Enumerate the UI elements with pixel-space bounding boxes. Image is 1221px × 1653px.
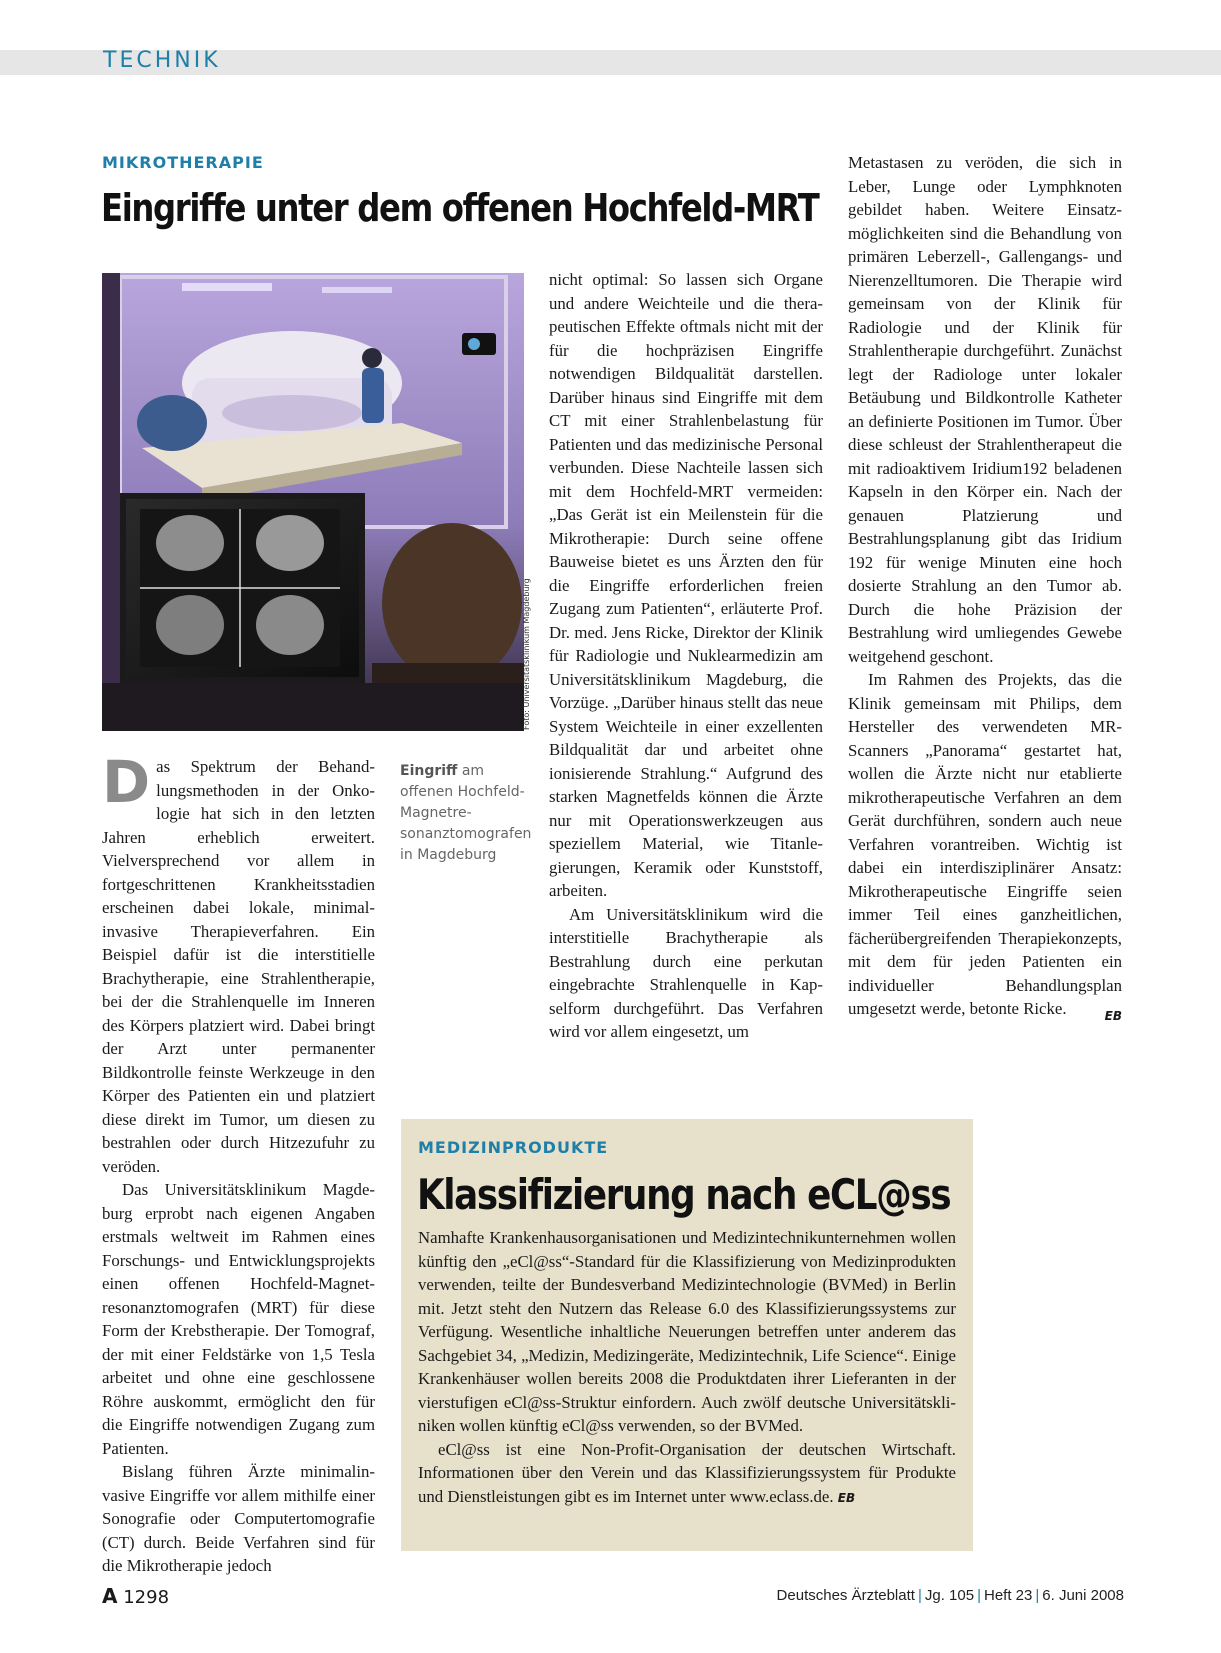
article-kicker: MIKROTHERAPIE: [102, 153, 264, 172]
author-signature: EB: [837, 1490, 856, 1505]
journal-info: Deutsches Ärzteblatt | Jg. 105 | Heft 23 | 6. Juni 2008: [776, 1587, 1124, 1604]
paragraph: Bislang führen Ärzte minimalinvasive Eingriffe vor allem mithilfe einer Sonografie oder Computertomografie (CT) durch. Beide Verfahren sind für die Mikrotherapie jedoch: [102, 1462, 375, 1575]
section-label: TECHNIK: [103, 48, 221, 73]
paragraph: nicht optimal: So lassen sich Organe und andere Weichteile und die therapeutischen Effekte oftmals nicht mit der für die hochpräzisen Eingriffe notwendigen Bildqualität darstellen. Darüber hinaus sind Eingriffe mit dem CT mit einer Strahlenbelastung für Patienten und das medizinische Personal verbunden. Diese Nachteile lassen sich mit dem Hochfeld-MRT vermeiden: „Das Gerät ist ein Meilenstein für die Mikrotherapie: Durch seine offene Bauweise bietet es uns Ärzten den für die Eingriffe erforderlichen freien Zugang zum Patienten“, erläuterte Prof. Dr. med. Jens Ricke, Direktor der Klinik für Radiologie und Nuklearmedizin am Universitätsklinikum Magdeburg, die Vorzüge. „Darüber hinaus stellt das neue System Weichteile in einer exzellenten Bildqualität dar und arbeitet ohne ionisierende Strahlung.“ Aufgrund des starken Magnetfelds können die Ärzte nur mit Operationswerkzeugen aus speziellem Material, wie Titanlegierungen, Keramik oder Kunststoff, arbeiten.: [549, 270, 823, 900]
paragraph: eCl@ss ist eine Non-Profit-Organisation der deutschen Wirtschaft. Informationen über den Verein und das Klassifizierungssystem für Produkte und Dienstleistungen gibt es im Internet unter www.eclass.de.: [418, 1439, 956, 1506]
article-column-3: [848, 151, 1122, 1028]
journal-name: Deutsches Ärzteblatt: [776, 1587, 915, 1604]
box-title: Klassifizierung nach eCL@ss: [417, 1170, 951, 1219]
box-kicker: MEDIZINPRODUKTE: [418, 1138, 609, 1157]
paragraph: Namhafte Krankenhausorganisationen und Medizintechnikunternehmen wollen künftig den „eCl@ss“-Standard für die Klassifizierung von Medizinprodukten verwenden, teilte der Bundesverband Medizintechnologie (BVMed) in Berlin mit. Jetzt steht den Nutzern das Release 6.0 des Klassifizierungssystems zur Verfügung. Wesentliche inhaltliche Neuerungen betreffen unter anderem das Sachgebiet 34, „Medizin, Medizingeräte, Medizintechnik, Life Science“. Einige Krankenhäuser wollen bereits 2008 die Produktdaten ihrer Lieferanten in der vierstufigen eCl@ss-Struktur einfordern. Auch zwölf deutsche Universitätskliniken wollen künftig eCl@ss verwenden, so der BVMed.: [418, 1228, 956, 1435]
paragraph: as Spektrum der Behandlungsmethoden in der Onkologie hat sich in den letzten Jahren erheblich erweitert. Vielversprechend vor allem in fortgeschrittenen Krankheitsstadien erscheinen dabei lokale, minimal-invasive Therapieverfahren. Ein Beispiel dafür ist die interstitielle Brachytherapie, eine Strahlentherapie, bei der die Strahlenquelle im Inneren des Körpers platziert wird. Dabei bringt der Arzt unter permanenter Bildkontrolle feinste Werkzeuge in den Körper des Patienten ein und platziert diese direkt im Tumor, um diesen zu bestrahlen oder durch Hitzezufuhr zu veröden.: [102, 757, 375, 1176]
journal-date: 6. Juni 2008: [1042, 1587, 1124, 1604]
photo-caption: [400, 761, 530, 866]
paragraph: Das Universitätsklinikum Magdeburg erprobt nach eigenen Angaben erstmals weltweit im Rahmen eines Forschungs- und Entwicklungsprojekts einen offenen Hochfeld-Magnetresonanztomografen (MRT) für diese Form der Krebstherapie. Der Tomograf, der mit einer Feldstärke von 1,5 Tesla arbeitet und ohne eine geschlossene Röhre auskommt, ermöglicht den für die Eingriffe notwendigen Zugang zum Patienten.: [102, 1180, 375, 1458]
page-number: A 1298: [102, 1584, 170, 1608]
paragraph: Metastasen zu veröden, die sich in Leber, Lunge oder Lymphknoten gebildet haben. Weitere Einsatzmöglichkeiten sind die Behandlung von primären Leberzell-, Gallengangs- und Nierenzelltumoren. Die Therapie wird gemeinsam von der Klinik für Radiologie und der Klinik für Strahlentherapie durchgeführt. Zunächst legt der Radiologe unter lokaler Betäubung und Bildkontrolle Katheter an definierte Positionen im Tumor. Über diese schleust der Strahlentherapeut die mit radioaktivem Iridium192 beladenen Kapseln in den Körper ein. Nach der genauen Platzierung und Bestrahlungsplanung gibt das Iridium 192 für wenige Minuten eine hoch dosierte Strahlung an den Tumor ab. Durch die hohe Präzision der Bestrahlung wird umliegendes Gewebe weitgehend geschont.: [848, 153, 1122, 666]
photo-credit: Foto: Universitätsklinikum Magdeburg: [522, 578, 531, 730]
journal-volume: Jg. 105: [924, 1587, 975, 1604]
article-title: Eingriffe unter dem offenen Hochfeld-MRT: [101, 186, 819, 230]
dropcap: D: [102, 748, 151, 816]
caption-text: am offenen Hochfeld-Magnetresonanztomografen in Magdeburg: [400, 763, 532, 863]
mrt-photo-illustration: [102, 273, 524, 731]
caption-lead: Eingriff: [400, 763, 458, 779]
article-column-1: [102, 748, 375, 1578]
journal-issue: Heft 23: [983, 1587, 1033, 1604]
author-signature: EB: [1104, 1008, 1122, 1023]
mrt-photo: [102, 273, 524, 731]
box-body: [418, 1226, 956, 1510]
paragraph: Im Rahmen des Projekts, das die Klinik gemeinsam mit Philips, dem Hersteller des verwendeten MR-Scanners „Panorama“ gestartet hat, wollen die Ärzte nicht nur etablierte mikrotherapeutische Verfahren an dem Gerät durchführen, sondern auch neue Verfahren vorantreiben. Wichtig ist dabei ein interdisziplinärer Ansatz: Mikrotherapeutische Eingriffe seien immer Teil eines ganzheitlichen, fächerübergreifenden Therapiekonzepts, mit dem für jeden Patienten ein individueller Behandlungsplan umgesetzt werde, betonte Ricke.: [848, 670, 1122, 1018]
paragraph: Am Universitätsklinikum wird die interstitielle Brachytherapie als Bestrahlung durch eine perkutan eingebrachte Strahlenquelle in Kapselform durchgeführt. Das Verfahren wird vor allem eingesetzt, um: [549, 904, 823, 1041]
article-column-2: [549, 268, 823, 1044]
